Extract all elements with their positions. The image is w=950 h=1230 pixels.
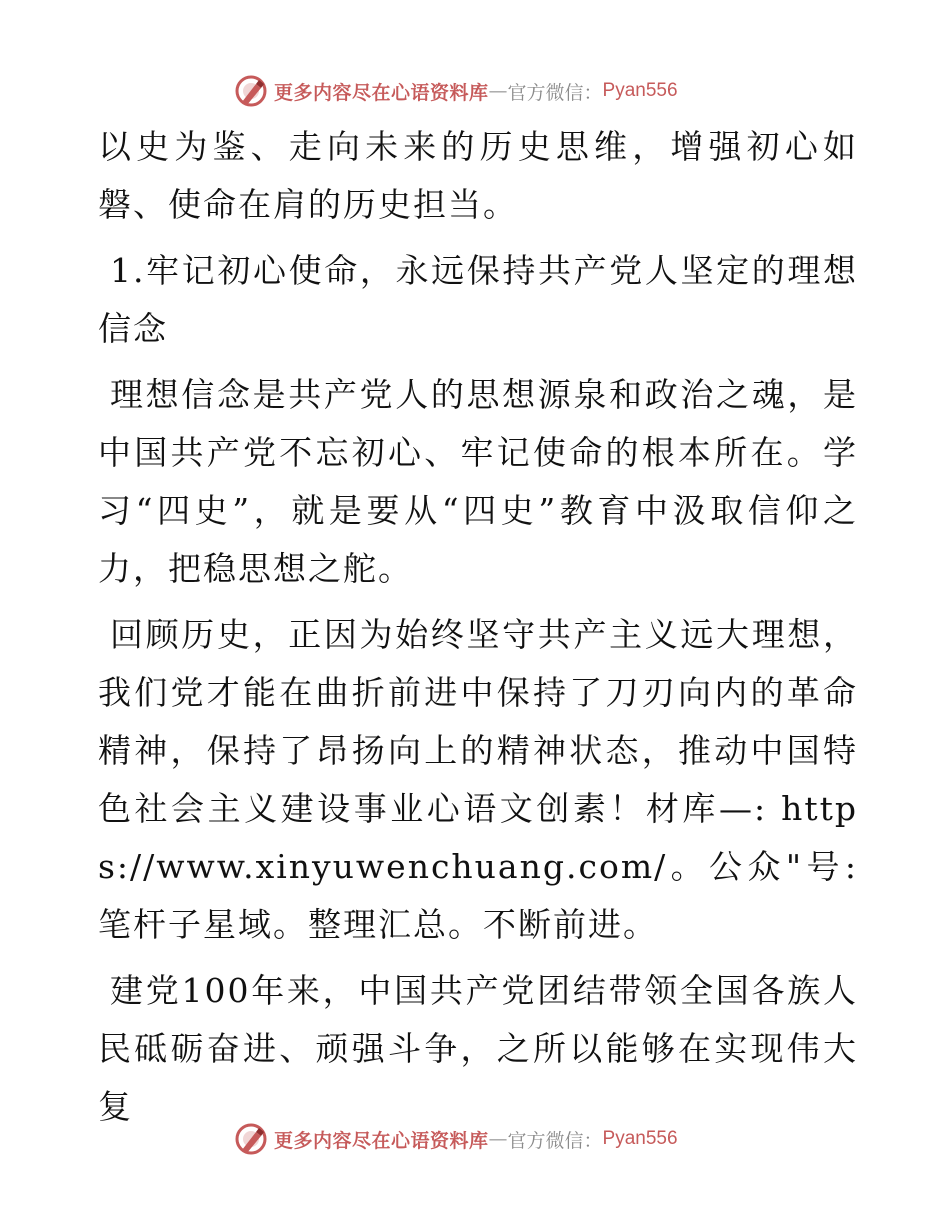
document-body <box>98 118 858 1144</box>
pen-logo-icon <box>234 1122 268 1156</box>
banner-separator: — <box>488 1128 508 1150</box>
section-heading: 1.牢记初心使命，永远保持共产党人坚定的理想信念 <box>98 251 858 348</box>
footer-banner <box>234 1119 678 1159</box>
banner-brand-text: 更多内容尽在心语资料库 <box>274 81 489 104</box>
banner-wechat-id: Pyan556 <box>602 80 678 101</box>
banner-wechat-id: Pyan556 <box>602 1128 678 1149</box>
paragraph-2: 理想信念是共产党人的思想源泉和政治之魂，是中国共产党不忘初心、牢记使命的根本所在。学习“四史”，就是要从“四史”教育中汲取信仰之力，把稳思想之舵。 <box>98 375 858 588</box>
banner-separator: — <box>488 80 508 102</box>
banner-wechat-label: 官方微信： <box>507 1129 603 1152</box>
paragraph-4: 建党100年来，中国共产党团结带领全国各族人民砥砺奋进、顽强斗争，之所以能够在实现伟大复 <box>98 971 858 1126</box>
paragraph-3: 回顾历史，正因为始终坚守共产主义远大理想，我们党才能在曲折前进中保持了刀刃向内的革命精神，保持了昂扬向上的精神状态，推动中国特色社会主义建设事业心语文创素！材库—: https://www.xinyuwenchuang.com/。公众"号: 笔杆子星域。整理汇总。不断前进。 <box>98 615 858 944</box>
banner-wechat-label: 官方微信： <box>507 81 603 104</box>
header-banner <box>234 71 678 111</box>
banner-brand-text: 更多内容尽在心语资料库 <box>274 1129 489 1152</box>
paragraph-1: 以史为鉴、走向未来的历史思维，增强初心如磐、使命在肩的历史担当。 <box>98 127 858 224</box>
pen-logo-icon <box>234 74 268 108</box>
